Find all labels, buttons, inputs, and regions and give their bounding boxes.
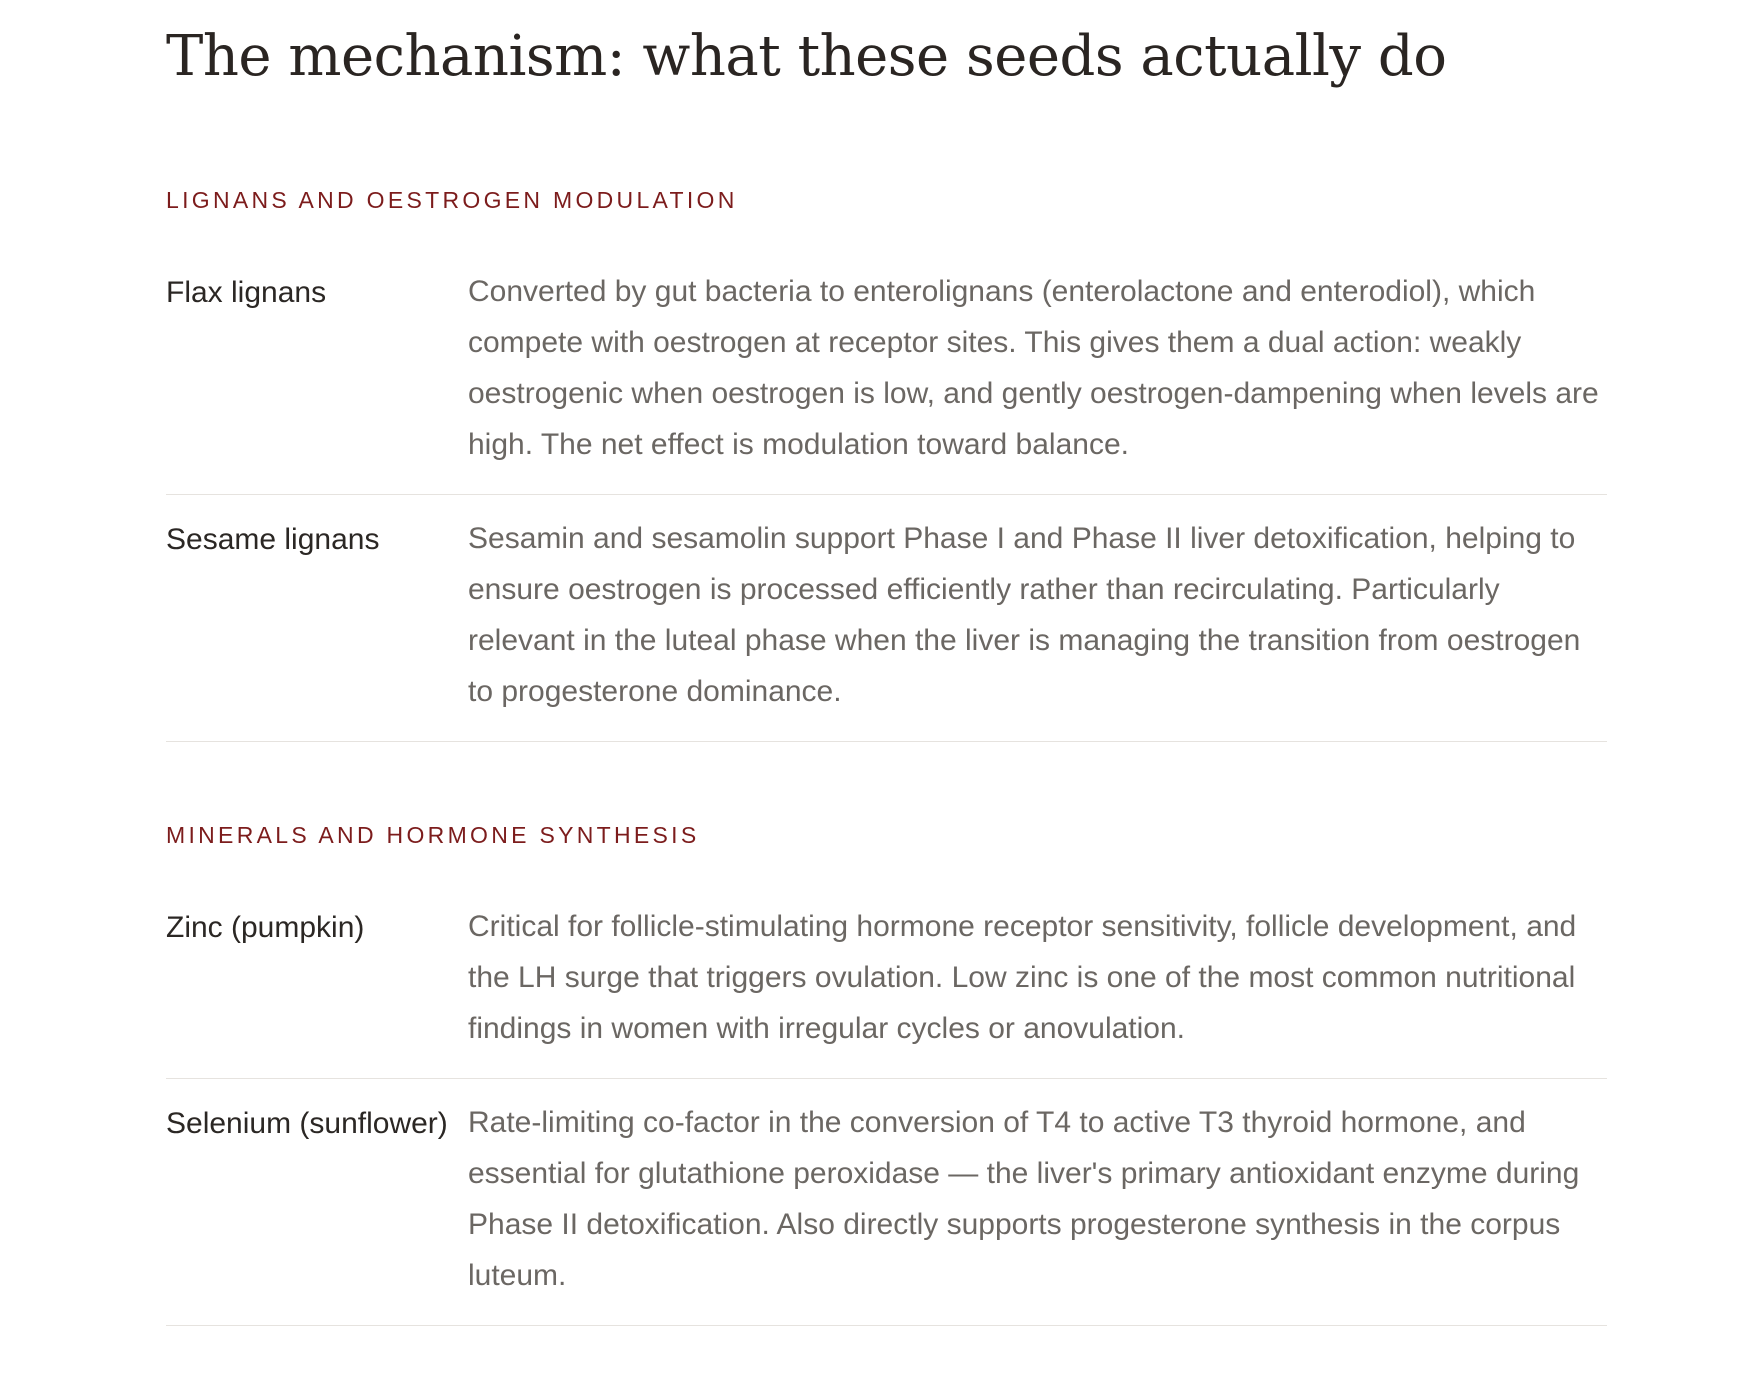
definition-description: Converted by gut bacteria to enterolignans (enterolactone and enterodiol), which compete with oestrogen at receptor sites. This gives them a dual action: weakly oestrogenic when oestrogen is low, and gently oestrogen-dampening when levels are high. The net effect is modulation toward balance. [468, 274, 1599, 461]
definition-row [166, 901, 1607, 1079]
definition-term: Selenium (sunflower) [166, 1106, 448, 1140]
definition-row [166, 495, 1607, 742]
definition-description: Critical for follicle-stimulating hormone receptor sensitivity, follicle development, and the LH surge that triggers ovulation. Low zinc is one of the most common nutritional findings in women with irregular cycles or anovulation. [468, 909, 1577, 1045]
definition-list [166, 266, 1607, 742]
definition-row [166, 266, 1607, 495]
definition-description: Rate-limiting co-factor in the conversion of T4 to active T3 thyroid hormone, and essential for glutathione peroxidase — the liver's primary antioxidant enzyme during Phase II detoxification. Also directly supports progesterone synthesis in the corpus luteum. [468, 1105, 1580, 1292]
article [166, 0, 1607, 1326]
definition-description: Sesamin and sesamolin support Phase I and Phase II liver detoxification, helping to ensure oestrogen is processed efficiently rather than recirculating. Particularly relevant in the luteal phase when the liver is managing the transition from oestrogen to progesterone dominance. [468, 521, 1581, 708]
definition-list [166, 901, 1607, 1326]
definition-row [166, 1079, 1607, 1326]
definition-term: Flax lignans [166, 275, 327, 309]
definition-term: Zinc (pumpkin) [166, 910, 365, 944]
section-lignans [166, 187, 1607, 742]
definition-term: Sesame lignans [166, 522, 380, 556]
section-minerals [166, 822, 1607, 1326]
page-title: The mechanism: what these seeds actually do [166, 24, 1447, 89]
section-heading: MINERALS AND HORMONE SYNTHESIS [166, 821, 700, 848]
section-heading: LIGNANS AND OESTROGEN MODULATION [166, 186, 738, 213]
